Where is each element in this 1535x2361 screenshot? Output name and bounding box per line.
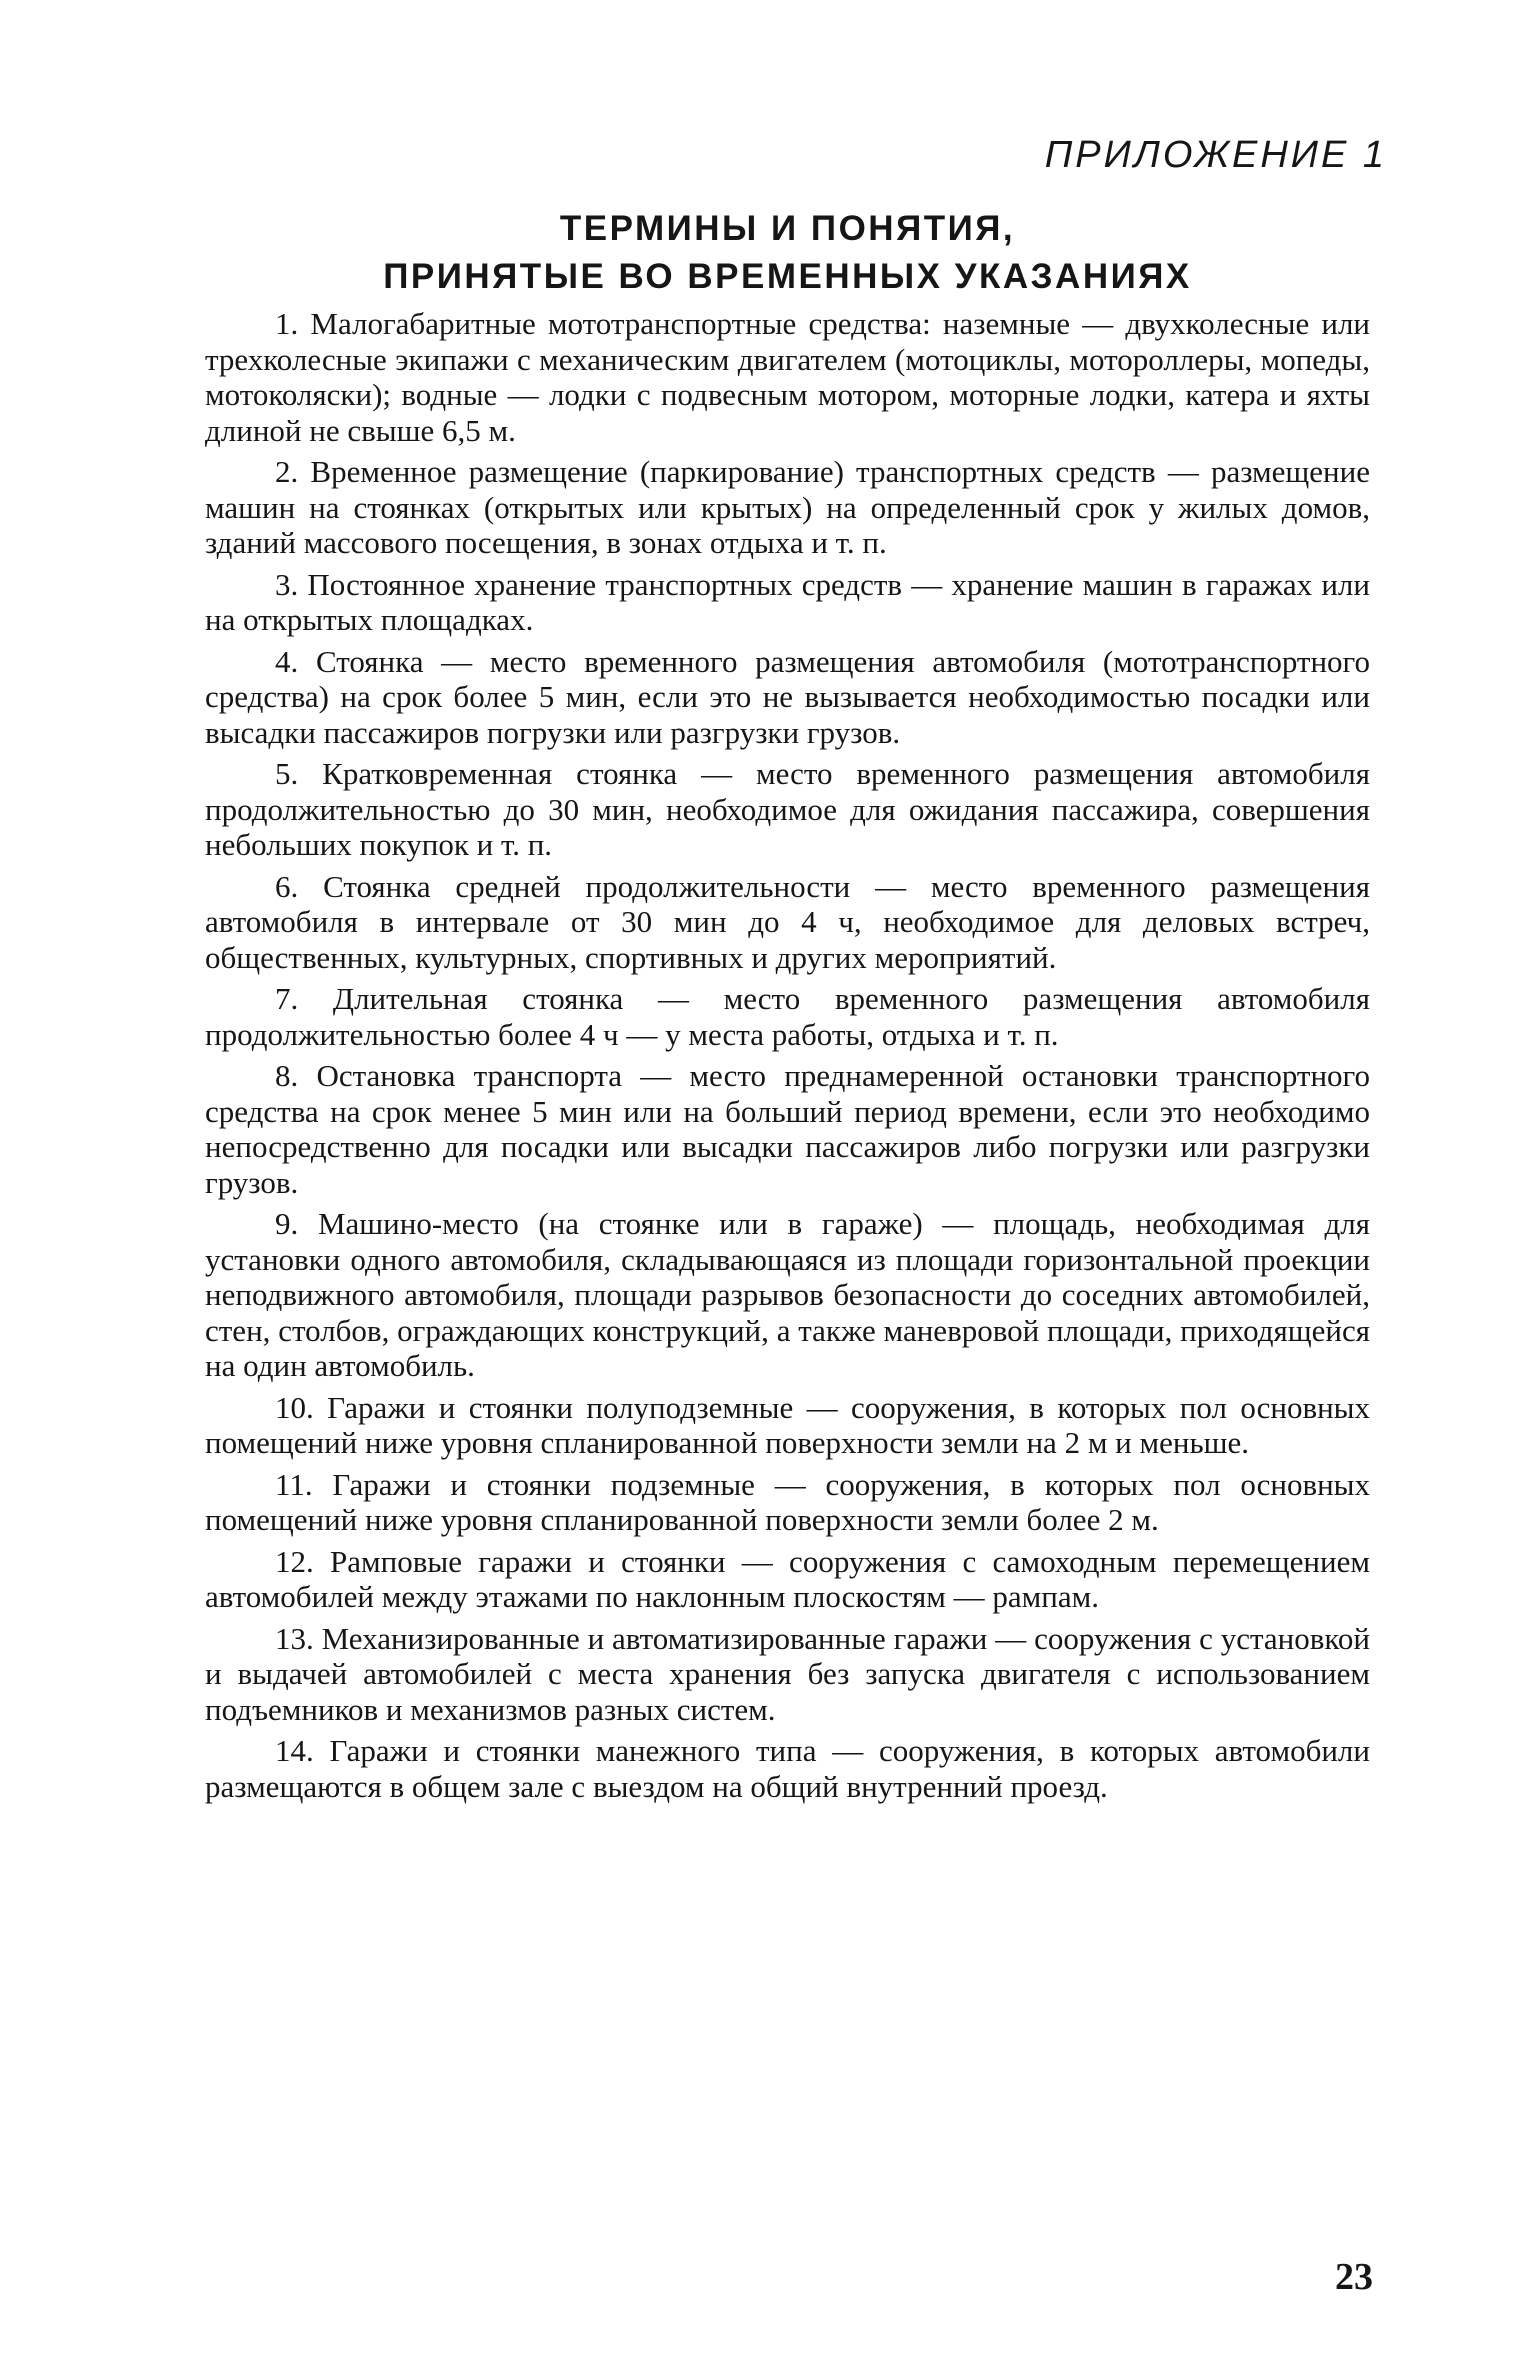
term-item: 9. Машино-место (на стоянке или в гараже) — площадь, необходимая для установки одного автомобиля, складывающаяся из площади горизонтальной проекции неподвижного автомобиля, площади разрывов безопасности до соседних автомобилей, стен, столбов, ограждающих конструкций, а также маневровой площади, приходящейся на один автомобиль.: [205, 1206, 1370, 1383]
term-item: 2. Временное размещение (паркирование) транспортных средств — размещение машин на стоянках (открытых или крытых) на определенный срок у жилых домов, зданий массового посещения, в зонах отдыха и т. п.: [205, 454, 1370, 560]
title-line-2: ПРИНЯТЫЕ ВО ВРЕМЕННЫХ УКАЗАНИЯХ: [383, 257, 1192, 296]
term-item: 5. Кратковременная стоянка — место временного размещения автомобиля продолжительностью до 30 мин, необходимое для ожидания пассажира, совершения небольших покупок и т. п.: [205, 756, 1370, 862]
term-item: 13. Механизированные и автоматизированные гаражи — сооружения с установкой и выдачей автомобилей с места хранения без запуска двигателя с использованием подъемников и механизмов разных систем.: [205, 1620, 1370, 1727]
term-item: 11. Гаражи и стоянки подземные — сооружения, в которых пол основных помещений ниже уровня спланированной поверхности земли более 2 м.: [205, 1466, 1370, 1537]
term-item: 3. Постоянное хранение транспортных средств — хранение машин в гаражах или на открытых площадках.: [205, 566, 1370, 637]
title-line-1: ТЕРМИНЫ И ПОНЯТИЯ,: [559, 209, 1016, 248]
term-item: 8. Остановка транспорта — место преднамеренной остановки транспортного средства на срок менее 5 мин или на больший период времени, если это необходимо непосредственно для посадки или высадки пассажиров либо погрузки или разгрузки грузов.: [205, 1058, 1370, 1200]
term-item: 10. Гаражи и стоянки полуподземные — сооружения, в которых пол основных помещений ниже уровня спланированной поверхности земли на 2 м и меньше.: [205, 1389, 1370, 1460]
term-item: 4. Стоянка — место временного размещения автомобиля (мототранспортного средства) на срок более 5 мин, если это не вызывается необходимостью посадки или высадки пассажиров погрузки или разгрузки грузов.: [205, 643, 1370, 750]
term-item: 14. Гаражи и стоянки манежного типа — сооружения, в которых автомобили размещаются в общем зале с выездом на общий внутренний проезд.: [205, 1733, 1370, 1804]
page-number: 23: [1335, 2256, 1373, 2298]
appendix-label: ПРИЛОЖЕНИЕ 1: [1044, 134, 1387, 176]
term-item: 1. Малогабаритные мототранспортные средства: наземные — двухколесные или трехколесные экипажи с механическим двигателем (мотоциклы, мотороллеры, мопеды, мотоколяски); водные — лодки с подвесным мотором, моторные лодки, катера и яхты длиной не свыше 6,5 м.: [205, 306, 1370, 448]
terms-list: [205, 306, 1370, 1810]
term-item: 7. Длительная стоянка — место временного размещения автомобиля продолжительностью более 4 ч — у места работы, отдыха и т. п.: [205, 981, 1370, 1052]
term-item: 6. Стоянка средней продолжительности — место временного размещения автомобиля в интервале от 30 мин до 4 ч, необходимое для деловых встреч, общественных, культурных, спортивных и других мероприятий.: [205, 868, 1370, 975]
page-title: [205, 205, 1370, 301]
term-item: 12. Рамповые гаражи и стоянки — сооружения с самоходным перемещением автомобилей между этажами по наклонным плоскостям — рампам.: [205, 1543, 1370, 1614]
